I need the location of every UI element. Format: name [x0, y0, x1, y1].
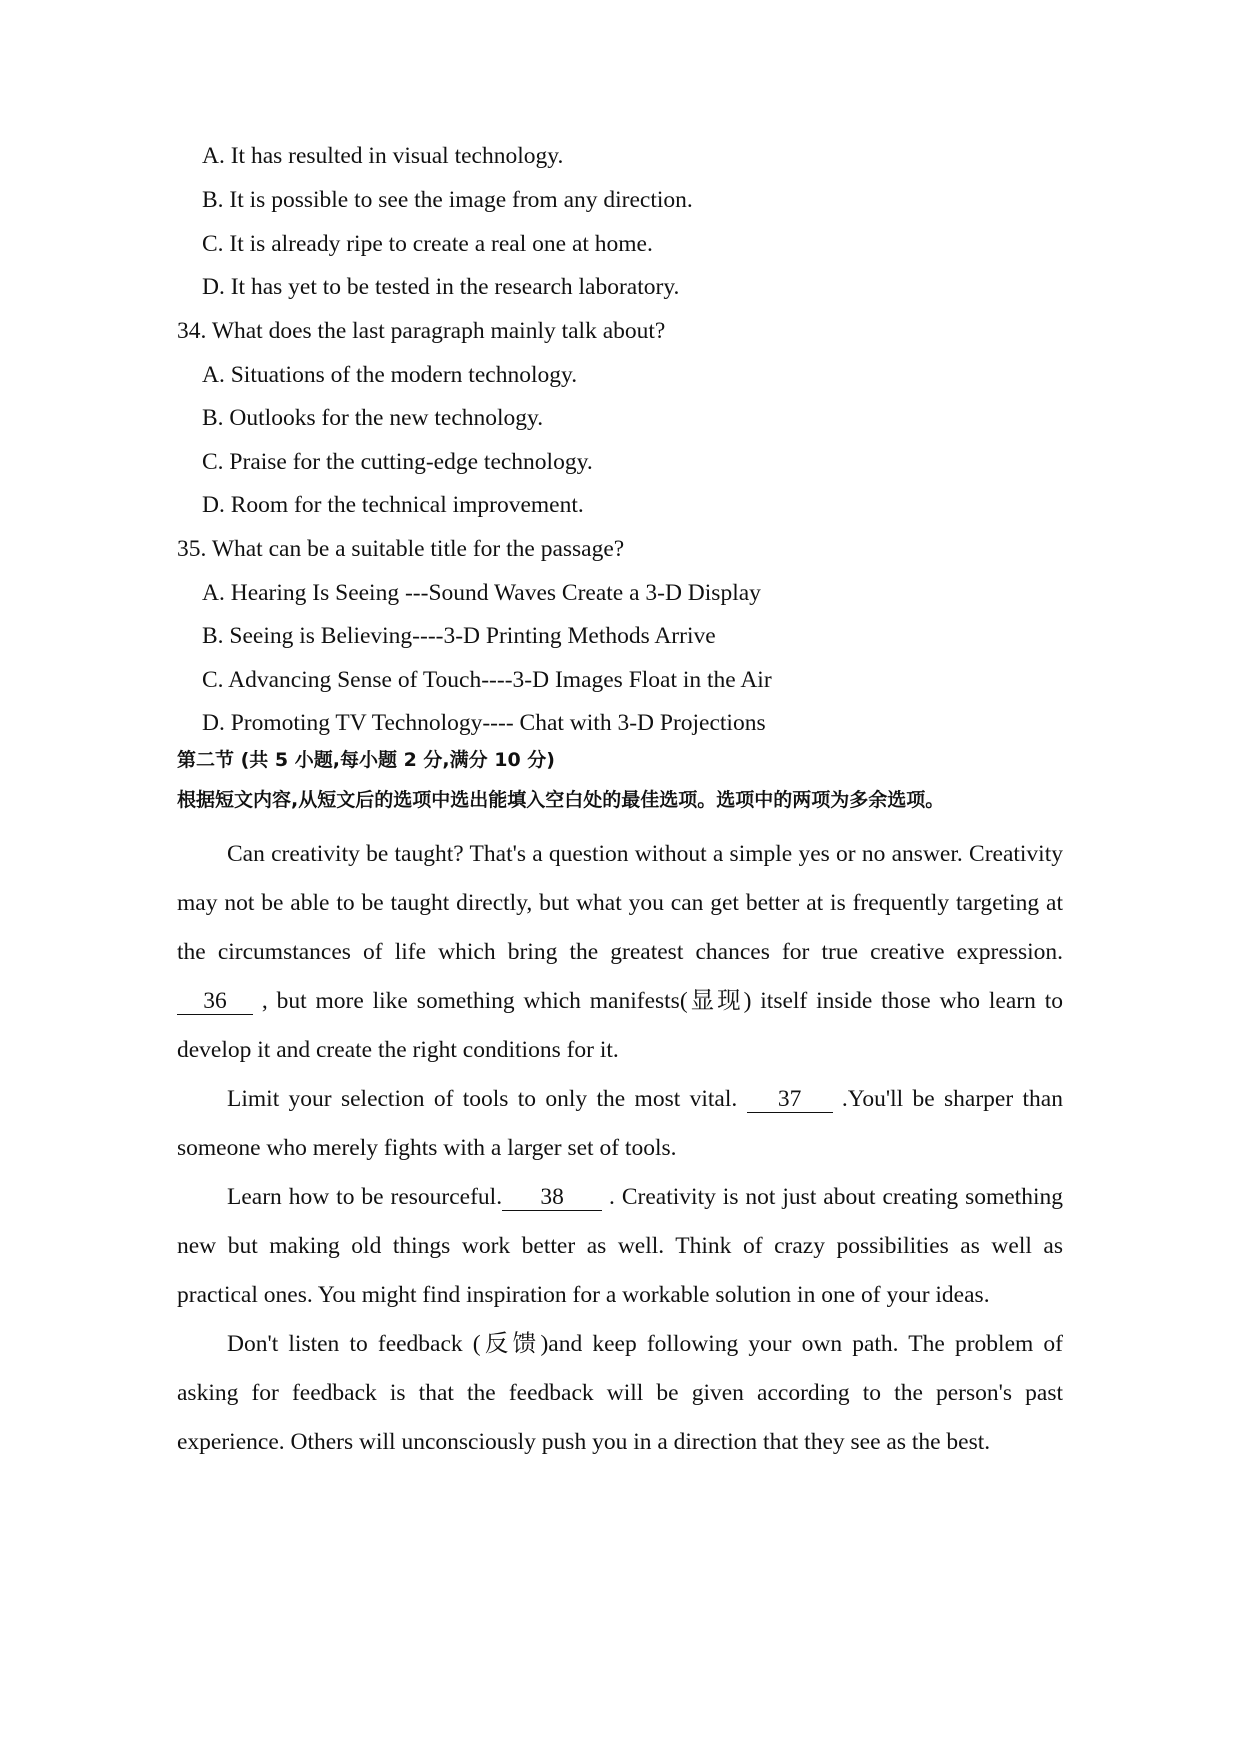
blank-37: 37	[747, 1086, 833, 1113]
q33-option-b: B. It is possible to see the image from any direction.	[202, 187, 693, 213]
passage-paragraph-3	[177, 1173, 1063, 1320]
section-heading: 第二节 (共 5 小题,每小题 2 分,满分 10 分)	[177, 749, 555, 771]
q35-stem: 35. What can be a suitable title for the passage?	[177, 536, 625, 562]
passage	[177, 830, 1063, 1467]
q34-option-d: D. Room for the technical improvement.	[202, 492, 584, 518]
q33-option-d: D. It has yet to be tested in the research laboratory.	[202, 274, 680, 300]
q35-option-b: B. Seeing is Believing----3-D Printing Methods Arrive	[202, 623, 716, 649]
blank-36: 36	[177, 988, 253, 1015]
p3-text-after: . Creativity is not just about creating something new but making old things work better as well. Think of crazy possibilities as well as practical ones. You might find inspiration for a workable solution in one of your ideas.	[177, 1184, 1063, 1308]
p1-text-after: , but more like something which manifests(显现) itself inside those who learn to develop it and create the right conditions for it.	[177, 988, 1063, 1063]
q33-option-a: A. It has resulted in visual technology.	[202, 143, 564, 169]
p3-text-before: Learn how to be resourceful.	[227, 1184, 503, 1210]
q35-option-d: D. Promoting TV Technology---- Chat with 3-D Projections	[202, 710, 766, 736]
q35-option-a: A. Hearing Is Seeing ---Sound Waves Create a 3-D Display	[202, 580, 761, 606]
p2-text-before: Limit your selection of tools to only the most vital.	[227, 1086, 747, 1112]
section-instruction: 根据短文内容,从短文后的选项中选出能填入空白处的最佳选项。选项中的两项为多余选项。	[177, 789, 945, 811]
q33-option-c: C. It is already ripe to create a real one at home.	[202, 231, 653, 257]
passage-paragraph-2	[177, 1075, 1063, 1173]
q34-stem: 34. What does the last paragraph mainly talk about?	[177, 318, 666, 344]
passage-paragraph-4: Don't listen to feedback (反馈)and keep following your own path. The problem of asking for feedback is that the feedback will be given according to the person's past experience. Others will unconsciously push you in a direction that they see as the best.	[177, 1331, 1063, 1455]
q34-option-a: A. Situations of the modern technology.	[202, 362, 578, 388]
p2-text-after: .You'll be sharper than someone who merely fights with a larger set of tools.	[177, 1086, 1063, 1161]
q34-option-b: B. Outlooks for the new technology.	[202, 405, 544, 431]
p1-text-before: Can creativity be taught? That's a question without a simple yes or no answer. Creativity may not be able to be taught directly, but what you can get better at is frequently targeting at the circumstances of life which bring the greatest chances for true creative expression.	[177, 841, 1063, 965]
blank-38: 38	[502, 1184, 602, 1211]
q34-option-c: C. Praise for the cutting-edge technology.	[202, 449, 593, 475]
q35-option-c: C. Advancing Sense of Touch----3-D Images Float in the Air	[202, 667, 772, 693]
passage-paragraph-1	[177, 830, 1063, 1075]
